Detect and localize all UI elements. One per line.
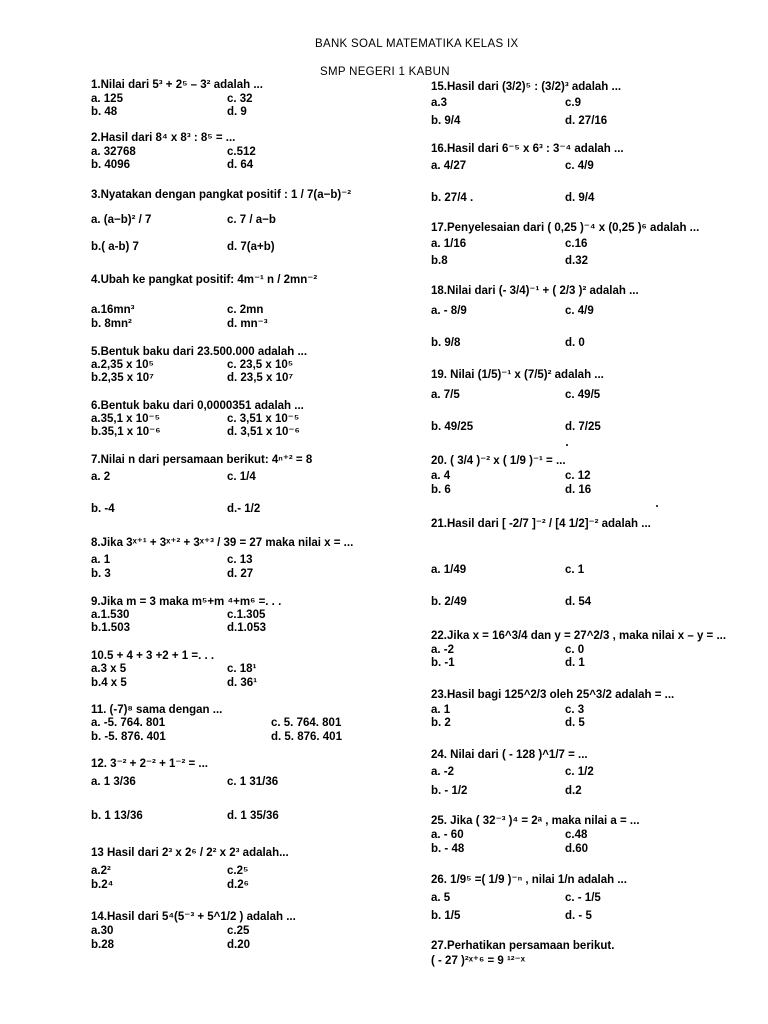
stray-dot [656,505,658,507]
q27-equation: ( - 27 )²ˣ⁺⁶ = 9 ¹²⁻ˣ [431,955,525,967]
question-20: 20. ( 3/4 )⁻² x ( 1/9 )⁻¹ = ... [431,455,566,467]
q26-option-a: a. 5 [431,892,451,904]
question-25: 25. Jika ( 32⁻³ )⁴ = 2ᵃ , maka nilai a = ... [431,815,640,827]
q22-option-c: c. 0 [565,644,585,656]
question-6: 6.Bentuk baku dari 0,0000351 adalah ... [91,400,304,412]
question-9: 9.Jika m = 3 maka m⁵+m ⁴+m⁶ =. . . [91,596,282,608]
q3-option-c: c. 7 / a−b [227,214,276,226]
q6-option-d: d. 3,51 x 10⁻⁶ [227,426,300,438]
question-1: 1.Nilai dari 5³ + 2⁵ – 3² adalah ... [91,79,263,91]
q8-option-c: c. 13 [227,554,253,566]
q6-option-a: a.35,1 x 10⁻⁵ [91,413,161,425]
q4-option-d: d. mn⁻³ [227,318,268,330]
q25-option-d: d.60 [565,843,589,855]
school-name: SMP NEGERI 1 KABUN [320,66,450,78]
q1-option-c: c. 32 [227,93,253,105]
question-14: 14.Hasil dari 5⁴(5⁻³ + 5^1/2 ) adalah ... [91,911,296,923]
q11-option-b: b. -5. 876. 401 [91,731,166,743]
q20-option-d: d. 16 [565,484,592,496]
q16-option-a: a. 4/27 [431,160,467,172]
q25-option-b: b. - 48 [431,843,465,855]
q25-option-a: a. - 60 [431,829,464,841]
q1-option-a: a. 125 [91,93,123,105]
question-21: 21.Hasil dari [ -2/7 ]⁻² / [4 1/2]⁻² adalah ... [431,518,651,530]
question-11: 11. (-7)⁸ sama dengan ... [91,704,223,716]
q1-option-b: b. 48 [91,106,118,118]
q13-option-d: d.2⁶ [227,879,249,891]
q17-option-b: b.8 [431,255,448,267]
q15-option-c: c.9 [565,97,581,109]
question-4: 4.Ubah ke pangkat positif: 4m⁻¹ n / 2mn⁻² [91,274,318,286]
question-18: 18.Nilai dari (- 3/4)⁻¹ + ( 2/3 )² adalah ... [431,285,639,297]
q1-option-d: d. 9 [227,106,247,118]
q19-option-c: c. 49/5 [565,389,601,401]
stray-dot [566,444,568,446]
q15-option-a: a.3 [431,97,447,109]
q2-option-b: b. 4096 [91,159,130,171]
q24-option-a: a. -2 [431,766,455,778]
q11-option-a: a. -5. 764. 801 [91,717,166,729]
q23-option-b: b. 2 [431,717,451,729]
q14-option-d: d.20 [227,939,251,951]
q6-option-b: b.35,1 x 10⁻⁶ [91,426,161,438]
q4-option-c: c. 2mn [227,304,264,316]
q9-option-a: a.1.530 [91,609,130,621]
question-22: 22.Jika x = 16^3/4 dan y = 27^2/3 , maka nilai x – y = ... [431,630,727,642]
q5-option-d: d. 23,5 x 10⁷ [227,372,294,384]
question-15: 15.Hasil dari (3/2)⁵ : (3/2)³ adalah ... [431,81,622,93]
q3-option-a: a. (a−b)² / 7 [91,214,152,226]
page-title: BANK SOAL MATEMATIKA KELAS IX [315,38,519,50]
q22-option-b: b. -1 [431,657,455,669]
q21-option-b: b. 2/49 [431,596,467,608]
question-3: 3.Nyatakan dengan pangkat positif : 1 / 7(a−b)⁻² [91,189,352,201]
q24-option-b: b. - 1/2 [431,785,468,797]
q18-option-d: d. 0 [565,337,585,349]
q9-option-c: c.1.305 [227,609,266,621]
q24-option-d: d.2 [565,785,582,797]
q6-option-c: c. 3,51 x 10⁻⁵ [227,413,300,425]
question-8: 8.Jika 3ˣ⁺¹ + 3ˣ⁺² + 3ˣ⁺³ / 39 = 27 maka nilai x = ... [91,537,354,549]
q3-option-d: d. 7(a+b) [227,241,275,253]
q23-option-a: a. 1 [431,704,451,716]
q12-option-c: c. 1 31/36 [227,776,279,788]
q5-option-b: b.2,35 x 10⁷ [91,372,154,384]
q7-option-d: d.- 1/2 [227,503,261,515]
q5-option-c: c. 23,5 x 10⁵ [227,359,294,371]
question-23: 23.Hasil bagi 125^2/3 oleh 25^3/2 adalah = ... [431,689,675,701]
q21-option-d: d. 54 [565,596,592,608]
q17-option-d: d.32 [565,255,589,267]
q26-option-c: c. - 1/5 [565,892,601,904]
q22-option-a: a. -2 [431,644,455,656]
q8-option-d: d. 27 [227,568,254,580]
question-24: 24. Nilai dari ( - 128 )^1/7 = ... [431,749,588,761]
question-16: 16.Hasil dari 6⁻⁵ x 6³ : 3⁻⁴ adalah ... [431,143,624,155]
q23-option-d: d. 5 [565,717,585,729]
q16-option-c: c. 4/9 [565,160,594,172]
q12-option-a: a. 1 3/36 [91,776,136,788]
q17-option-c: c.16 [565,238,588,250]
q8-option-a: a. 1 [91,554,111,566]
q18-option-b: b. 9/8 [431,337,461,349]
q13-option-c: c.2⁵ [227,865,249,877]
q7-option-a: a. 2 [91,471,111,483]
q4-option-b: b. 8mn² [91,318,132,330]
question-17: 17.Penyelesaian dari ( 0,25 )⁻⁴ x (0,25 )⁶ adalah ... [431,222,700,234]
q16-option-b: b. 27/4 . [431,192,474,204]
question-27: 27.Perhatikan persamaan berikut. [431,940,615,952]
q20-option-b: b. 6 [431,484,451,496]
q14-option-a: a.30 [91,925,114,937]
q20-option-c: c. 12 [565,470,591,482]
question-26: 26. 1/9⁵ =( 1/9 )⁻ⁿ , nilai 1/n adalah ... [431,874,627,886]
q5-option-a: a.2,35 x 10⁵ [91,359,154,371]
q11-option-c: c. 5. 764. 801 [271,717,342,729]
q7-option-b: b. -4 [91,503,115,515]
q2-option-a: a. 32768 [91,146,136,158]
q13-option-a: a.2² [91,865,111,877]
q12-option-b: b. 1 13/36 [91,810,143,822]
q14-option-b: b.28 [91,939,115,951]
q15-option-b: b. 9/4 [431,115,461,127]
q19-option-b: b. 49/25 [431,421,474,433]
q26-option-b: b. 1/5 [431,910,461,922]
q20-option-a: a. 4 [431,470,451,482]
q18-option-c: c. 4/9 [565,305,594,317]
q11-option-d: d. 5. 876. 401 [271,731,342,743]
question-19: 19. Nilai (1/5)⁻¹ x (7/5)² adalah ... [431,369,604,381]
q2-option-c: c.512 [227,146,256,158]
q9-option-b: b.1.503 [91,622,130,634]
question-2: 2.Hasil dari 8⁴ x 8³ : 8⁵ = ... [91,132,236,144]
q17-option-a: a. 1/16 [431,238,467,250]
q10-option-a: a.3 x 5 [91,663,127,675]
question-5: 5.Bentuk baku dari 23.500.000 adalah ... [91,346,308,358]
q21-option-c: c. 1 [565,564,585,576]
q21-option-a: a. 1/49 [431,564,467,576]
q4-option-a: a.16mn³ [91,304,135,316]
q16-option-d: d. 9/4 [565,192,595,204]
question-13: 13 Hasil dari 2³ x 2⁶ / 2² x 2³ adalah... [91,847,289,859]
q23-option-c: c. 3 [565,704,585,716]
q10-option-d: d. 36¹ [227,677,258,689]
q7-option-c: c. 1/4 [227,471,256,483]
q19-option-d: d. 7/25 [565,421,601,433]
q22-option-d: d. 1 [565,657,585,669]
q25-option-c: c.48 [565,829,588,841]
q19-option-a: a. 7/5 [431,389,460,401]
q3-option-b: b.( a-b) 7 [91,241,139,253]
q14-option-c: c.25 [227,925,250,937]
question-12: 12. 3⁻² + 2⁻² + 1⁻² = ... [91,758,208,770]
q24-option-c: c. 1/2 [565,766,594,778]
q8-option-b: b. 3 [91,568,111,580]
q2-option-d: d. 64 [227,159,254,171]
q9-option-d: d.1.053 [227,622,266,634]
q10-option-b: b.4 x 5 [91,677,127,689]
q12-option-d: d. 1 35/36 [227,810,279,822]
question-7: 7.Nilai n dari persamaan berikut: 4ⁿ⁺² = 8 [91,454,313,466]
q18-option-a: a. - 8/9 [431,305,467,317]
q13-option-b: b.2⁴ [91,879,114,891]
q26-option-d: d. - 5 [565,910,592,922]
question-10: 10.5 + 4 + 3 +2 + 1 =. . . [91,650,215,662]
q10-option-c: c. 18¹ [227,663,257,675]
q15-option-d: d. 27/16 [565,115,608,127]
